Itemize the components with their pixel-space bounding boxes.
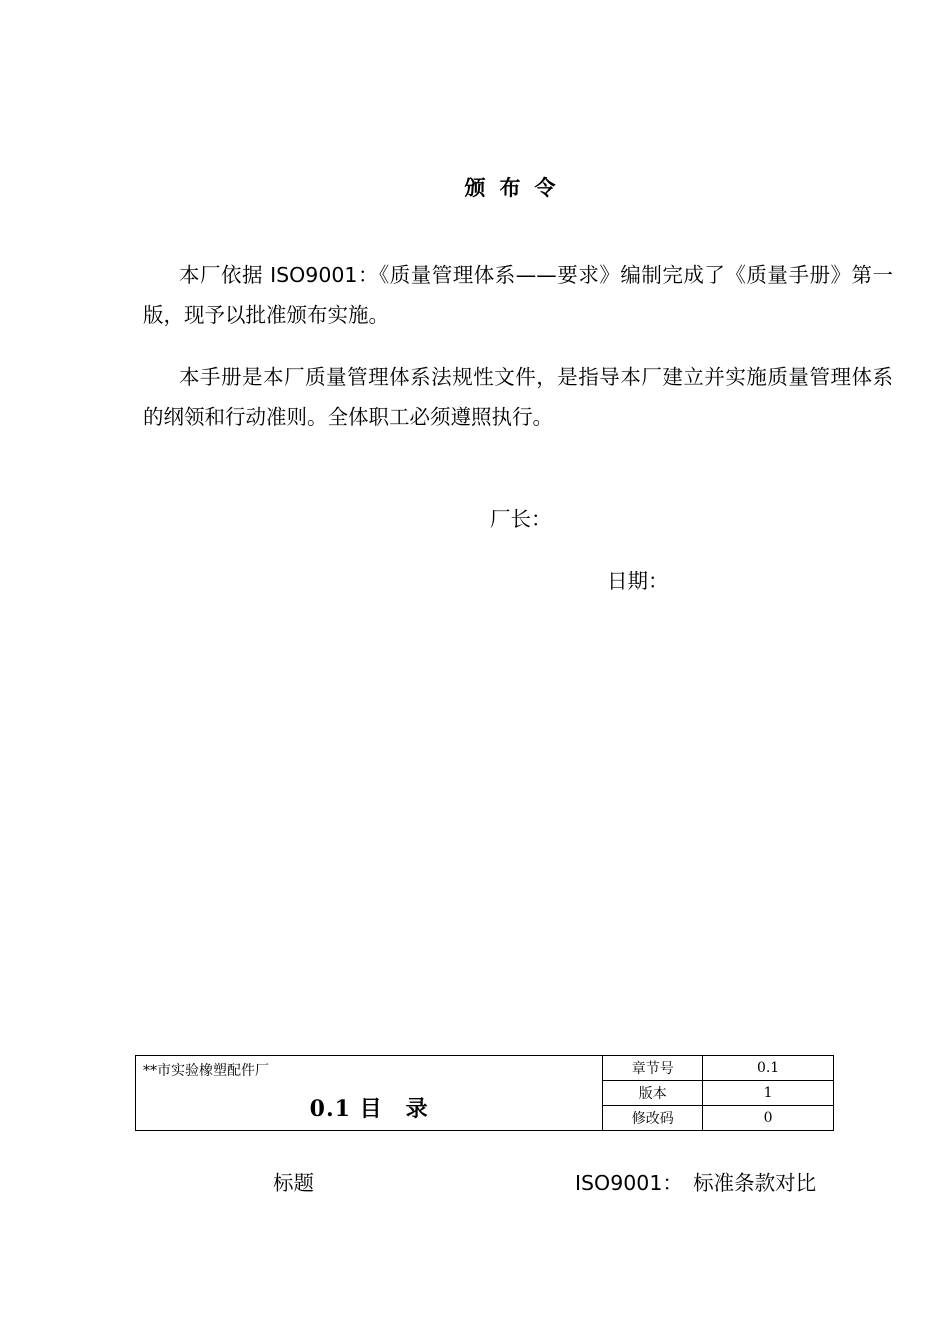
toc-column-iso-clause: ISO9001： 标准条款对比 <box>575 1171 817 1195</box>
date-label: 日期： <box>607 569 669 593</box>
toc-column-title: 标题 <box>273 1171 314 1195</box>
version-label: 版本 <box>603 1081 703 1106</box>
revision-code-value: 0 <box>703 1106 834 1131</box>
factory-name: **市实验橡塑配件厂 <box>143 1063 269 1079</box>
version-value: 1 <box>703 1081 834 1106</box>
section-title: 0.1 目 录 <box>309 1096 429 1122</box>
director-signature-label: 厂长： <box>490 507 552 531</box>
decree-paragraph-2: 本手册是本厂质量管理体系法规性文件，是指导本厂建立并实施质量管理体系的纲领和行动准则。全体职工必须遵照执行。 <box>143 365 893 429</box>
document-header-table <box>135 1055 834 1131</box>
decree-paragraph-1: 本厂依据 ISO9001：《质量管理体系——要求》编制完成了《质量手册》第一版，现予以批准颁布实施。 <box>143 263 893 327</box>
chapter-number-value: 0.1 <box>703 1056 834 1081</box>
header-info-cell <box>136 1056 603 1131</box>
decree-title: 颁布令 <box>464 176 570 200</box>
chapter-number-label: 章节号 <box>603 1056 703 1081</box>
revision-code-label: 修改码 <box>603 1106 703 1131</box>
